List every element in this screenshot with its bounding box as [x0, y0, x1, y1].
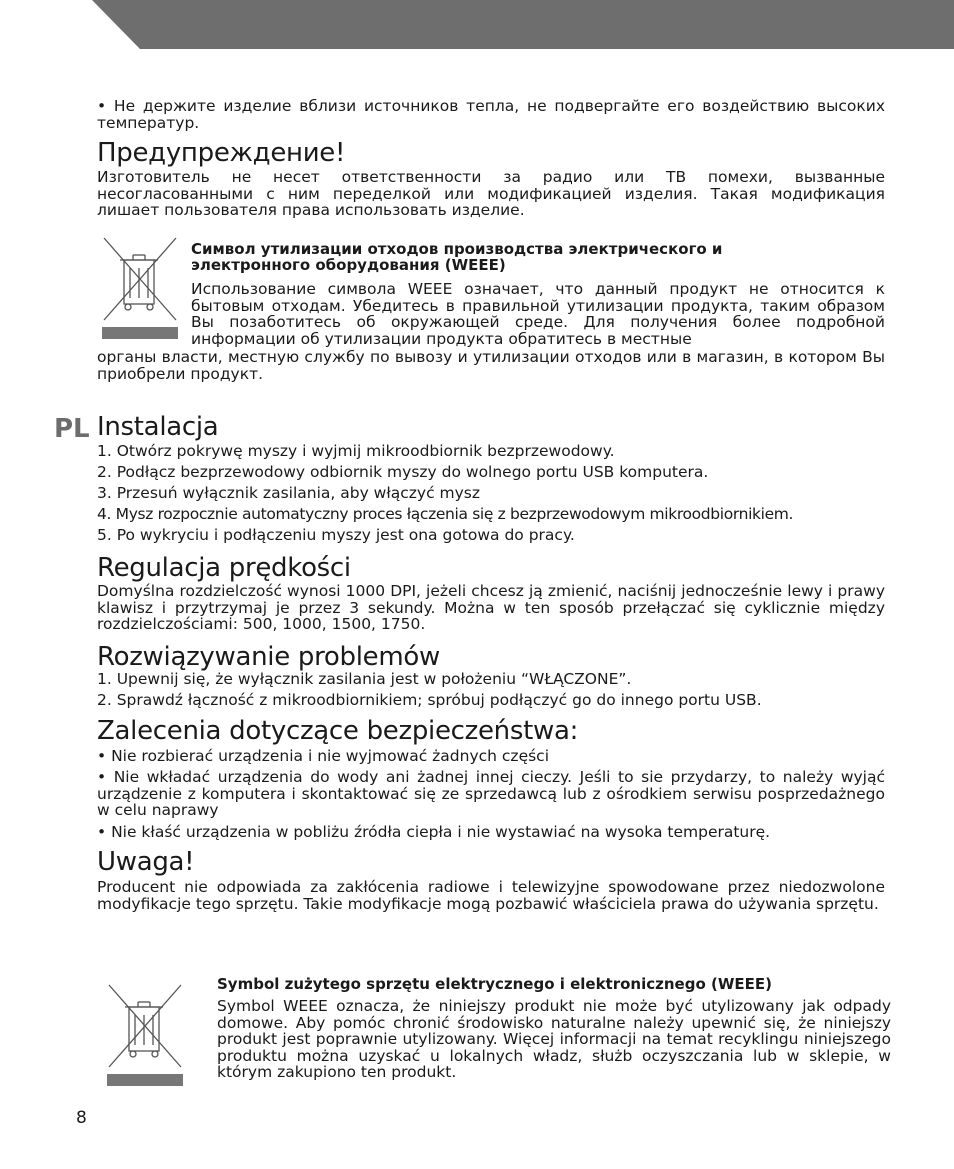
pl-weee-text: Symbol WEEE oznacza, że niniejszy produkt nie może być utylizowany jak odpady domowe. Aby pomóc chronić środowisko naturalne należy upewnić się, że niniejszy produkt jest poprawnie utylizowany. Więcej informacji na temat recyklingu niniejszego produktu można uzyskać u lokalnych władz, służb oczyszczania lub w sklepie, w którym zakupiono ten produkt. [217, 997, 891, 1081]
pl-safety-title: Zalecenia dotyczące bezpieczeństwa: [97, 716, 579, 746]
header-banner [0, 0, 954, 49]
trouble-step-2: 2. Sprawdź łączność z mikroodbiornikiem; spróbuj podłączyć go do innego portu USB. [97, 691, 762, 709]
install-step-2: 2. Podłącz bezprzewodowy odbiornik myszy do wolnego portu USB komputera. [97, 463, 709, 481]
weee-bin-icon [105, 983, 185, 1087]
ru-weee-text-indented: Использование символа WEEE означает, что данный продукт не относится к бытовым отходам. Убедитесь в правильной утилизации продукта, таким образом Вы позаботитесь об окружающей среде. Для получения более подробной информации об утилизации продукта обратитесь в местные [191, 280, 885, 348]
weee-bin-icon [100, 236, 180, 340]
ru-warning-title: Предупреждение! [97, 138, 346, 168]
pl-warning-text: Producent nie odpowiada za zakłócenia radiowe i telewizyjne spowodowane przez niedozwolone modyfikacje tego sprzętu. Takie modyfikacje mogą pozbawić właściciela prawa do używania sprzętu. [97, 878, 885, 913]
pl-speed-text: Domyślna rozdzielczość wynosi 1000 DPI, jeżeli chcesz ją zmienić, naciśnij jednocześnie lewy i prawy klawisz i przytrzymaj je przez 3 sekundy. Można w ten sposób przełączać się cyklicznie między rozdzielczościami: 500, 1000, 1500, 1750. [97, 582, 885, 633]
install-step-5: 5. Po wykryciu i podłączeniu myszy jest ona gotowa do pracy. [97, 526, 575, 544]
pl-safety-bullet-3: • Nie kłaść urządzenia w pobliżu źródła ciepła i nie wystawiać na wysoka temperaturę. [97, 823, 771, 841]
ru-weee-text-full: органы власти, местную службу по вывозу и утилизации отходов или в магазин, в котором Вы приобрели продукт. [97, 348, 885, 383]
ru-heat-bullet: • Не держите изделие вблизи источников тепла, не подвергайте его воздействию высоких температур. [97, 97, 885, 132]
install-step-1: 1. Otwórz pokrywę myszy i wyjmij mikroodbiornik bezprzewodowy. [97, 442, 615, 460]
pl-install-title: Instalacja [97, 412, 219, 442]
install-step-3: 3. Przesuń wyłącznik zasilania, aby włączyć mysz [97, 484, 481, 502]
ru-warning-text: Изготовитель не несет ответственности за радио или ТВ помехи, вызванные несогласованными с ним переделкой или модификацией изделия. Такая модификация лишает пользователя права использовать изделие. [97, 168, 885, 219]
pl-weee-title: Symbol zużytego sprzętu elektrycznego i elektronicznego (WEEE) [217, 975, 772, 993]
pl-safety-bullet-2: • Nie wkładać urządzenia do wody ani żadnej innej cieczy. Jeśli to sie przydarzy, to należy wyjąć urządzenie z komputera i skontaktować się ze sprzedawcą lub z ośrodkiem serwisu posprzedażnego w celu naprawy [97, 768, 885, 819]
trouble-step-1: 1. Upewnij się, że wyłącznik zasilania jest w położeniu “WŁĄCZONE”. [97, 670, 632, 688]
install-step-4: 4. Mysz rozpocznie automatyczny proces łączenia się z bezprzewodowym mikroodbiornikiem. [97, 505, 794, 523]
pl-warning-title: Uwaga! [97, 847, 195, 877]
page-number: 8 [76, 1108, 87, 1128]
pl-trouble-title: Rozwiązywanie problemów [97, 642, 440, 672]
pl-speed-title: Regulacja prędkości [97, 553, 351, 583]
language-tag-pl: PL [54, 414, 90, 444]
ru-weee-title: Символ утилизации отходов производства электрического и электронного оборудования (WEEE) [191, 240, 723, 274]
pl-safety-bullet-1: • Nie rozbierać urządzenia i nie wyjmować żadnych części [97, 747, 550, 765]
